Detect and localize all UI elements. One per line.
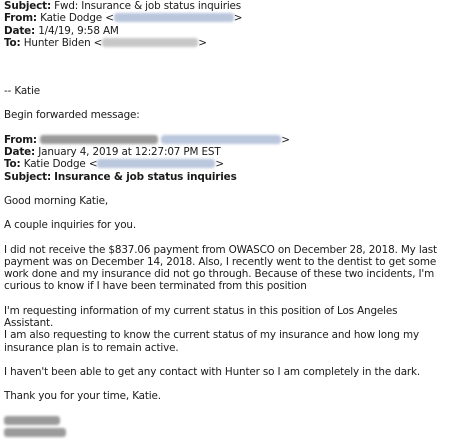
closing: Thank you for your time, Katie. (4, 390, 161, 403)
to-label: To: (4, 36, 21, 49)
date-label: Date: (4, 24, 36, 37)
greeting: Good morning Katie, (4, 194, 108, 207)
from-value: Katie Dodge < (40, 12, 114, 25)
paragraph-1: A couple inquiries for you. (4, 219, 136, 232)
subject-label: Subject: (4, 170, 52, 183)
redacted-signature-name (4, 416, 60, 425)
date-value: January 4, 2019 at 12:27:07 PM EST (38, 146, 221, 159)
inner-to-line (4, 158, 444, 170)
inner-from-line (4, 134, 444, 146)
redacted-email (161, 135, 281, 144)
subject-value: Fwd: Insurance & job status inquiries (54, 0, 242, 12)
outer-subject-line (4, 0, 444, 12)
subject-value: Insurance & job status inquiries (54, 170, 237, 183)
from-close: > (281, 133, 290, 146)
forward-intro: Begin forwarded message: (4, 109, 140, 122)
to-value: Hunter Biden < (23, 36, 103, 49)
inner-subject-line (4, 171, 444, 183)
date-value: 1/4/19, 9:58 AM (38, 24, 119, 37)
from-label: From: (4, 12, 37, 25)
paragraph-4: I haven't been able to get any contact with Hunter so I am completely in the dark. (4, 365, 421, 378)
paragraph-3b: I am also requesting to know the current status of my insurance and how long my insurance plan is to remain active. (4, 329, 419, 354)
to-close: > (198, 36, 207, 49)
to-value: Katie Dodge < (23, 158, 98, 171)
signoff: -- Katie (4, 85, 40, 98)
outer-from-line (4, 12, 444, 24)
paragraph-2: I did not receive the $837.06 payment from OWASCO on December 28, 2018. My last payment was on December 14, 2018. Also, I recently went to the dentist to get some work done and my insurance did not go through. Because of these two incidents, I'm curious to know if I have been terminated from this position (4, 243, 437, 293)
redacted-email (97, 159, 215, 168)
to-close: > (215, 158, 224, 171)
from-label: From: (4, 133, 37, 146)
email-message (4, 0, 444, 439)
from-close: > (233, 12, 243, 25)
redacted-signature-phone (4, 428, 66, 437)
redacted-email (102, 38, 198, 47)
subject-label: Subject: (4, 0, 52, 12)
date-label: Date: (4, 146, 36, 159)
redacted-email (114, 13, 234, 22)
paragraph-3a: I'm requesting information of my current status in this position of Los Angeles Assistant. (4, 304, 398, 330)
redacted-sender-name (40, 135, 158, 144)
outer-to-line (4, 37, 444, 49)
inner-date-line (4, 146, 444, 158)
to-label: To: (4, 158, 21, 171)
outer-date-line (4, 25, 444, 37)
